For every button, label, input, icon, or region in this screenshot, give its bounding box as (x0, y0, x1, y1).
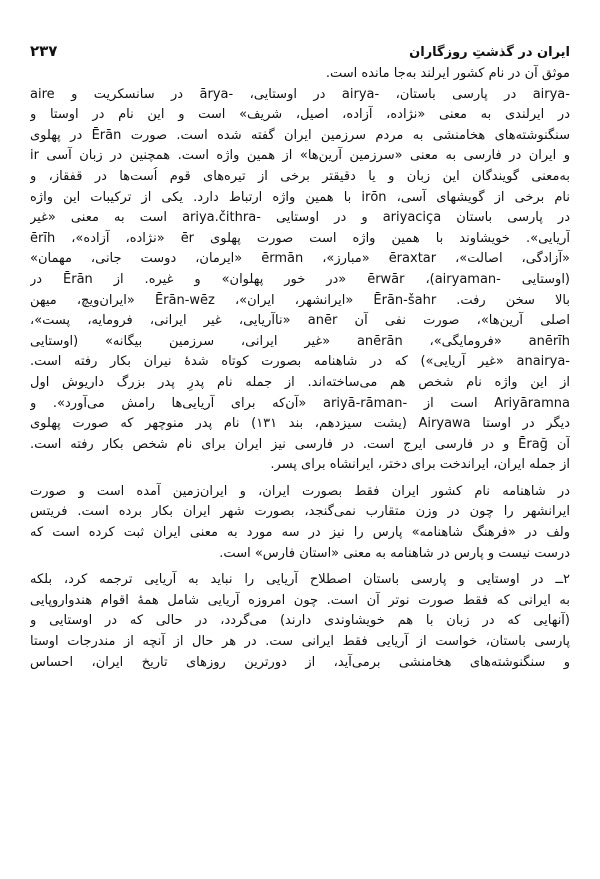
text-line: -anairya «غیر آریایی») که در شاهنامه بصورت کوتاه شدهٔ نیران بکار رفته است. (30, 354, 570, 370)
text-line: ۲ــ در اوستایی و پارسی باستان اصطلاح آریایی را نباید به آریایی ترجمه کرد، بلکه (30, 572, 570, 588)
text-line: اصلی آرین‌ها»، صورت نفی آن anēr «ناآریایی، غیر ایرانی، فرومایه، پست»، (30, 313, 570, 329)
text-line: «آزادگی، اصالت»، ēraxtar «مبارز»، ērmān «ایرمان، دوست جانی، مهمان» (30, 251, 570, 267)
body-text (30, 64, 570, 673)
running-title: ایران در گذشتِ روزگاران (409, 45, 570, 60)
text-line: و سنگنوشته‌های هخامنشی برمی‌آید، از دورترین روزهای تاریخ ایران، احساس (30, 654, 570, 670)
text-line: (آنهایی که در زبان با هم خویشاوندی دارند) می‌گردد، در حالی که در اوستایی و (30, 613, 570, 629)
text-line: از جمله ایران، ایراندخت برای دختر، ایرانشاه برای پسر. (270, 457, 570, 473)
text-line: به‌معنی گویندگان این زبان و یا دقیقتر برخی از تیره‌های قوم اُست‌ها در قفقاز، و (30, 168, 570, 184)
text-line: و ایران در فارسی به معنی «سرزمین آرین‌ها» از همین واژه است. همچنین در زبان آسی ir (30, 148, 570, 164)
text-line: در شاهنامه نام کشور ایران فقط بصورت ایران، و ایران‌زمین آمده است و صورت (30, 483, 570, 499)
text-line: در پارسی باستان ariyaciça و در اوستایی -ariya.čithra است به معنی «غیر (30, 210, 570, 226)
text-line: ایرانشهر را چون در وزن متقارب نمی‌گنجد، بصورت شهر ایران بکار برده است. فریتس (30, 504, 570, 520)
text-line: دیگر در اوستا Airyawa (یشت سیزدهم، بند ۱۳۱) نام پدر منوچهر که صورت پهلوی (30, 416, 570, 432)
text-line: -airya در پارسی باستان، -airya در اوستایی، -ārya در سانسکریت و aire (30, 86, 570, 102)
page-header (30, 30, 570, 60)
paragraph (30, 64, 570, 85)
text-line: آریایی». خویشاوند با همین واژه است صورت پهلوی ēr «نژاده، آزاده»، ērīh (30, 230, 570, 246)
page-number: ۲۳۷ (30, 42, 58, 60)
text-line: آن Ērağ و در فارسی ایرج است. در فارسی نیز ایران برای نام شخص بکار رفته است. (30, 436, 570, 452)
text-line: از این واژه نام شخص هم می‌ساخته‌اند. از جمله نام پدرِ پدر بزرگ داریوش اول (30, 374, 570, 390)
paragraph (30, 482, 570, 564)
text-line: ولف در «فرهنگ شاهنامه» پارس را نیز در سه مورد به معنی ایران ثبت کرده است که (30, 525, 570, 541)
text-line: موثق آن در نام کشور ایرلند به‌جا مانده است. (325, 66, 570, 81)
text-line: (اوستایی -airyaman)، ērwār «در خور پهلوان» و غیره. از Ērān در (30, 271, 570, 287)
text-line: درست نیست و پارس در شاهنامه به معنی «استان فارس» است. (219, 545, 570, 561)
paragraph (30, 85, 570, 476)
text-line: پارسی باستان، خواست از آریایی فقط ایرانی ست. در هر حال از آنچه از مندرجات اوستا (30, 634, 570, 650)
text-line: در ایرلندی به معنی «نژاده، آزاده، اصیل، شریف» است و این نام در اوستا و (30, 107, 570, 123)
text-line: بالا سخن رفت. Ērān-šahr «ایرانشهر، ایران»، Ērān-wēz «ایران‌ویچ، میهن (30, 292, 570, 308)
paragraph (30, 570, 570, 673)
text-line: anērīh «فرومایگی»، anērān «غیر ایرانی، سرزمین بیگانه» (اوستایی (30, 333, 570, 349)
text-line: Ariyāramna است از -ariyā-rāman «آن‌که برای آریایی‌ها رامش می‌آورد». و (30, 395, 570, 411)
text-line: سنگنوشته‌های هخامنشی به مردم سرزمین ایران گفته شده است. صورت Ērān در پهلوی (30, 127, 570, 143)
text-line: نام برخی از گویشهای آسی، irōn با همین واژه ارتباط دارد. یکی از ترکیبات این واژه (30, 189, 570, 205)
text-line: به ایرانی که فقط صورت نوتر آن است. چون امروزه آریایی شامل همهٔ اقوام هندواروپایی (30, 592, 570, 608)
